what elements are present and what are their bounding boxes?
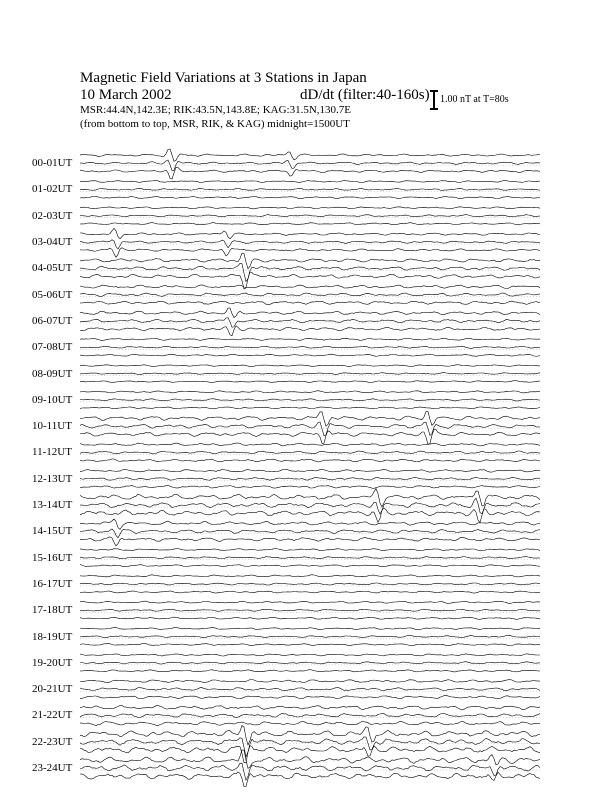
trace-MSR-12-13UT	[80, 485, 540, 488]
trace-MSR-08-09UT	[80, 381, 540, 383]
trace-KAG-07-08UT	[80, 338, 540, 340]
trace-KAG-18-19UT	[80, 627, 540, 629]
hour-label: 04-05UT	[32, 262, 73, 275]
trace-RIK-13-14UT	[80, 498, 540, 514]
trace-KAG-10-11UT	[80, 412, 540, 427]
trace-RIK-20-21UT	[80, 688, 540, 691]
hour-label: 03-04UT	[32, 236, 73, 249]
trace-MSR-03-04UT	[80, 248, 540, 258]
trace-RIK-17-18UT	[80, 609, 540, 611]
trace-RIK-05-06UT	[80, 293, 540, 297]
scale-label: 1.00 nT at T=80s	[440, 94, 509, 105]
trace-RIK-06-07UT	[80, 318, 540, 328]
trace-KAG-06-07UT	[80, 308, 540, 318]
trace-RIK-04-05UT	[80, 263, 540, 281]
trace-MSR-20-21UT	[80, 696, 540, 699]
trace-KAG-13-14UT	[80, 489, 540, 507]
trace-RIK-18-19UT	[80, 636, 540, 638]
hour-label: 17-18UT	[32, 604, 73, 617]
trace-MSR-10-11UT	[80, 430, 540, 445]
hour-label: 20-21UT	[32, 683, 73, 696]
hour-label: 12-13UT	[32, 472, 73, 485]
trace-MSR-22-23UT	[80, 746, 540, 763]
trace-KAG-11-12UT	[80, 443, 540, 446]
trace-KAG-21-22UT	[80, 705, 540, 710]
hour-label: 18-19UT	[32, 630, 73, 643]
trace-RIK-07-08UT	[80, 346, 540, 348]
trace-RIK-19-20UT	[80, 662, 540, 664]
trace-MSR-16-17UT	[80, 591, 540, 593]
trace-KAG-09-10UT	[80, 391, 540, 393]
hour-label: 06-07UT	[32, 314, 73, 327]
trace-KAG-19-20UT	[80, 654, 540, 656]
trace-KAG-00-01UT	[80, 149, 540, 161]
trace-MSR-00-01UT	[80, 167, 540, 179]
hour-label: 01-02UT	[32, 183, 73, 196]
trace-RIK-12-13UT	[80, 477, 540, 480]
trace-KAG-20-21UT	[80, 679, 540, 682]
trace-MSR-15-16UT	[80, 565, 540, 567]
trace-KAG-03-04UT	[80, 228, 540, 239]
trace-MSR-19-20UT	[80, 670, 540, 672]
hour-label: 21-22UT	[32, 709, 73, 722]
trace-MSR-13-14UT	[80, 508, 540, 522]
trace-RIK-21-22UT	[80, 713, 540, 717]
trace-MSR-21-22UT	[80, 721, 540, 725]
trace-MSR-11-12UT	[80, 459, 540, 462]
trace-RIK-03-04UT	[80, 240, 540, 249]
trace-RIK-11-12UT	[80, 451, 540, 454]
trace-MSR-17-18UT	[80, 617, 540, 619]
hour-label: 08-09UT	[32, 367, 73, 380]
trace-KAG-01-02UT	[80, 181, 540, 183]
hour-label: 13-14UT	[32, 499, 73, 512]
trace-KAG-05-06UT	[80, 285, 540, 289]
trace-MSR-01-02UT	[80, 196, 540, 198]
chart-title: Magnetic Field Variations at 3 Stations in Japan	[80, 70, 367, 86]
trace-MSR-07-08UT	[80, 354, 540, 356]
hour-label: 11-12UT	[32, 446, 72, 459]
trace-KAG-23-24UT	[80, 750, 540, 769]
hour-label: 15-16UT	[32, 551, 73, 564]
trace-RIK-16-17UT	[80, 583, 540, 585]
trace-KAG-17-18UT	[80, 601, 540, 603]
hour-label: 09-10UT	[32, 393, 73, 406]
trace-RIK-02-03UT	[80, 215, 540, 217]
trace-KAG-08-09UT	[80, 365, 540, 367]
hour-label: 07-08UT	[32, 341, 73, 354]
hour-label: 14-15UT	[32, 525, 73, 538]
trace-MSR-14-15UT	[80, 537, 540, 546]
trace-RIK-09-10UT	[80, 399, 540, 401]
hour-label: 23-24UT	[32, 762, 73, 775]
trace-MSR-04-05UT	[80, 272, 540, 289]
hour-label: 05-06UT	[32, 288, 73, 301]
component-label: dD/dt (filter:40-160s)	[300, 87, 430, 103]
trace-RIK-15-16UT	[80, 557, 540, 559]
trace-RIK-00-01UT	[80, 160, 540, 171]
trace-KAG-12-13UT	[80, 469, 540, 472]
trace-MSR-23-24UT	[80, 772, 540, 787]
hour-label: 00-01UT	[32, 157, 73, 170]
trace-KAG-14-15UT	[80, 519, 540, 529]
trace-MSR-18-19UT	[80, 643, 540, 645]
hour-label: 19-20UT	[32, 656, 73, 669]
trace-MSR-06-07UT	[80, 326, 540, 336]
trace-RIK-01-02UT	[80, 188, 540, 190]
hour-label: 10-11UT	[32, 420, 72, 433]
trace-MSR-05-06UT	[80, 301, 540, 304]
trace-MSR-02-03UT	[80, 223, 540, 225]
hour-label: 02-03UT	[32, 209, 73, 222]
trace-MSR-09-10UT	[80, 407, 540, 409]
hour-label: 22-23UT	[32, 735, 73, 748]
trace-KAG-16-17UT	[80, 575, 540, 577]
trace-KAG-02-03UT	[80, 207, 540, 209]
station-order-note: (from bottom to top, MSR, RIK, & KAG) midnight=1500UT	[80, 118, 350, 130]
trace-RIK-08-09UT	[80, 373, 540, 375]
trace-RIK-22-23UT	[80, 737, 540, 757]
date-label: 10 March 2002	[80, 87, 172, 103]
hour-label: 16-17UT	[32, 577, 73, 590]
trace-KAG-15-16UT	[80, 549, 540, 551]
trace-KAG-04-05UT	[80, 253, 540, 269]
stations-coordinates: MSR:44.4N,142.3E; RIK:43.5N,143.8E; KAG:31.5N,130.7E	[80, 104, 352, 116]
